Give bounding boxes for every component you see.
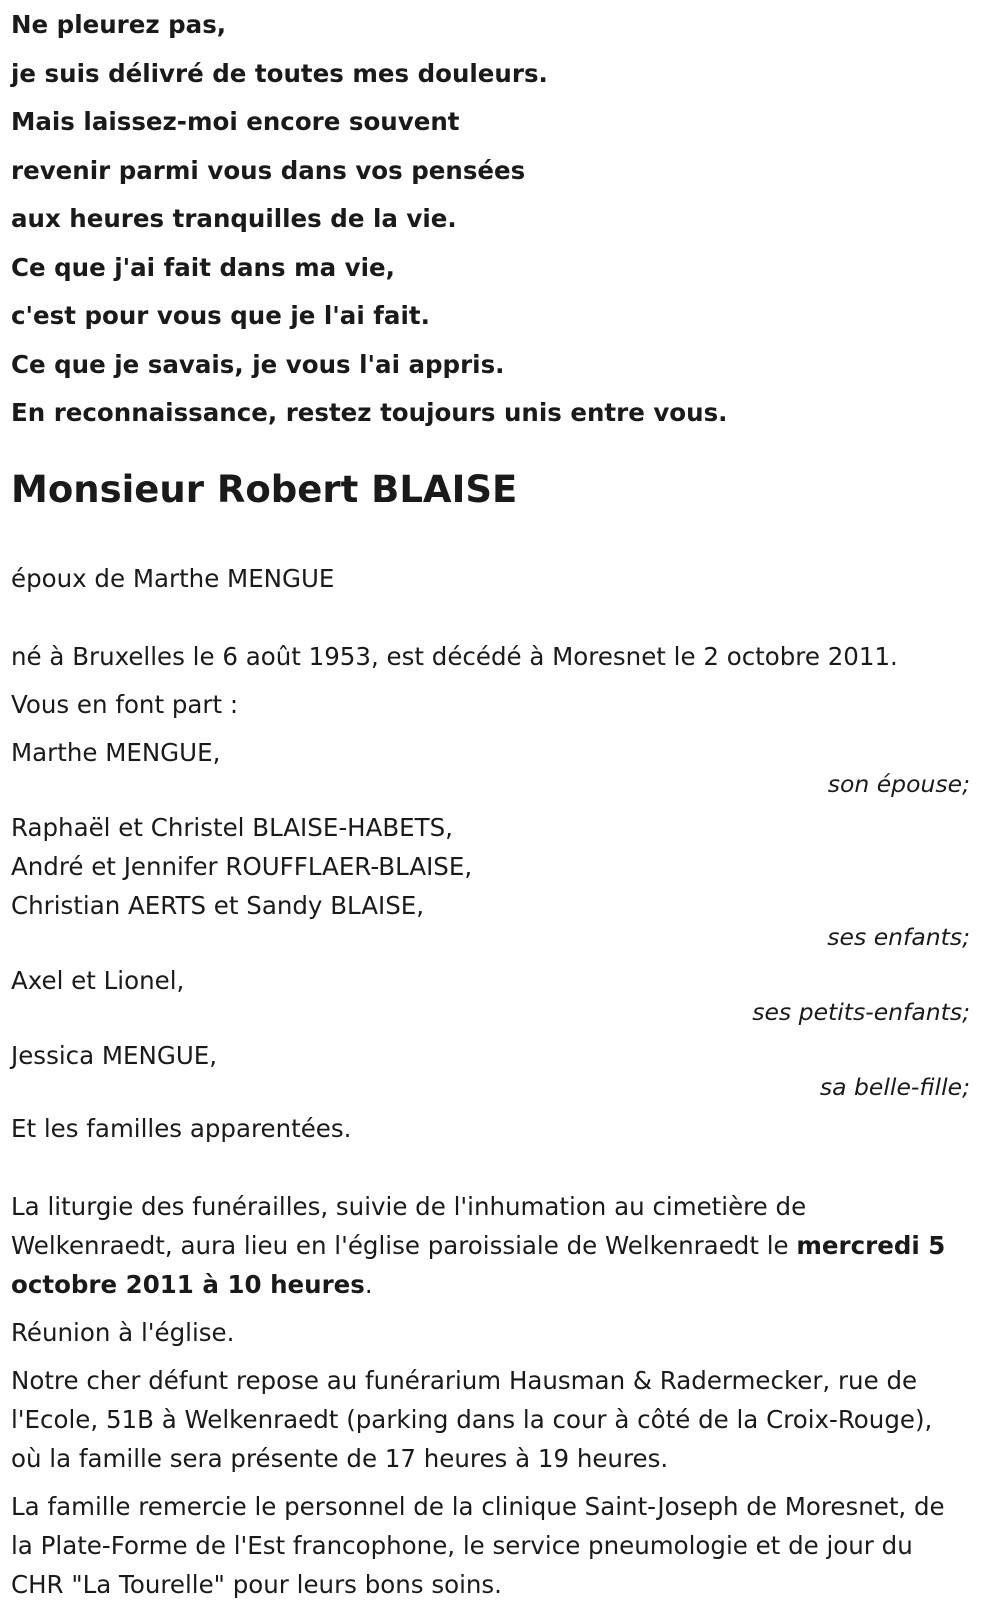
poem xyxy=(11,0,970,428)
poem-line: c'est pour vous que je l'ai fait. xyxy=(11,301,430,330)
funeral-home-paragraph: Notre cher défunt repose au funérarium Hausman & Radermecker, rue de l'Ecole, 51B à Welkenraedt (parking dans la cour à côté de la Croix-Rouge), où la famille sera présente de 17 heures à 19 heures. xyxy=(11,1366,933,1473)
deceased-name: Monsieur Robert BLAISE xyxy=(11,468,518,511)
family-name: Christian AERTS et Sandy BLAISE, xyxy=(11,891,425,920)
family-role: sa belle-fille; xyxy=(819,1073,970,1101)
liturgy-paragraph xyxy=(11,1187,970,1304)
family-role: ses petits-enfants; xyxy=(752,998,970,1026)
announce-intro: Vous en font part : xyxy=(11,690,239,719)
family-group-grandchildren xyxy=(11,966,970,1027)
liturgy-text: La liturgie des funérailles, suivie de l'inhumation au cimetière de Welkenraedt, aura lieu en l'église paroissiale de Welkenraedt le xyxy=(11,1192,807,1260)
poem-line: je suis délivré de toutes mes douleurs. xyxy=(11,58,548,88)
meeting-line: Réunion à l'église. xyxy=(11,1318,235,1347)
thanks-paragraph: La famille remercie le personnel de la clinique Saint-Joseph de Moresnet, de la Plate-Forme de l'Est francophone, le service pneumologie et de jour du CHR "La Tourelle" pour leurs bons soins. xyxy=(11,1492,945,1599)
family-name: Axel et Lionel, xyxy=(11,966,185,995)
family-group-children xyxy=(11,813,970,952)
poem-line: revenir parmi vous dans vos pensées xyxy=(11,155,526,185)
family-group-daughter-in-law xyxy=(11,1041,970,1102)
poem-line: Ce que j'ai fait dans ma vie, xyxy=(11,252,395,282)
poem-line: Ce que je savais, je vous l'ai appris. xyxy=(11,349,505,379)
poem-line: En reconnaissance, restez toujours unis entre vous. xyxy=(11,398,728,427)
family-group-spouse xyxy=(11,738,970,799)
poem-line: aux heures tranquilles de la vie. xyxy=(11,204,457,233)
poem-line: Mais laissez-moi encore souvent xyxy=(11,107,460,136)
family-name: André et Jennifer ROUFFLAER-BLAISE, xyxy=(11,852,473,881)
families-line: Et les familles apparentées. xyxy=(11,1114,352,1143)
poem-line: Ne pleurez pas, xyxy=(11,10,227,39)
family-name: Jessica MENGUE, xyxy=(11,1041,218,1070)
family-name: Raphaël et Christel BLAISE-HABETS, xyxy=(11,813,453,842)
birth-death-line: né à Bruxelles le 6 août 1953, est décédé à Moresnet le 2 octobre 2011. xyxy=(11,642,898,671)
family-name: Marthe MENGUE, xyxy=(11,738,221,767)
spouse-line: époux de Marthe MENGUE xyxy=(11,564,335,593)
liturgy-datetime: mercredi 5 octobre 2011 à 10 heures xyxy=(11,1231,946,1299)
family-role: son épouse; xyxy=(827,770,970,798)
family-role: ses enfants; xyxy=(827,923,970,951)
liturgy-end: . xyxy=(364,1270,373,1299)
